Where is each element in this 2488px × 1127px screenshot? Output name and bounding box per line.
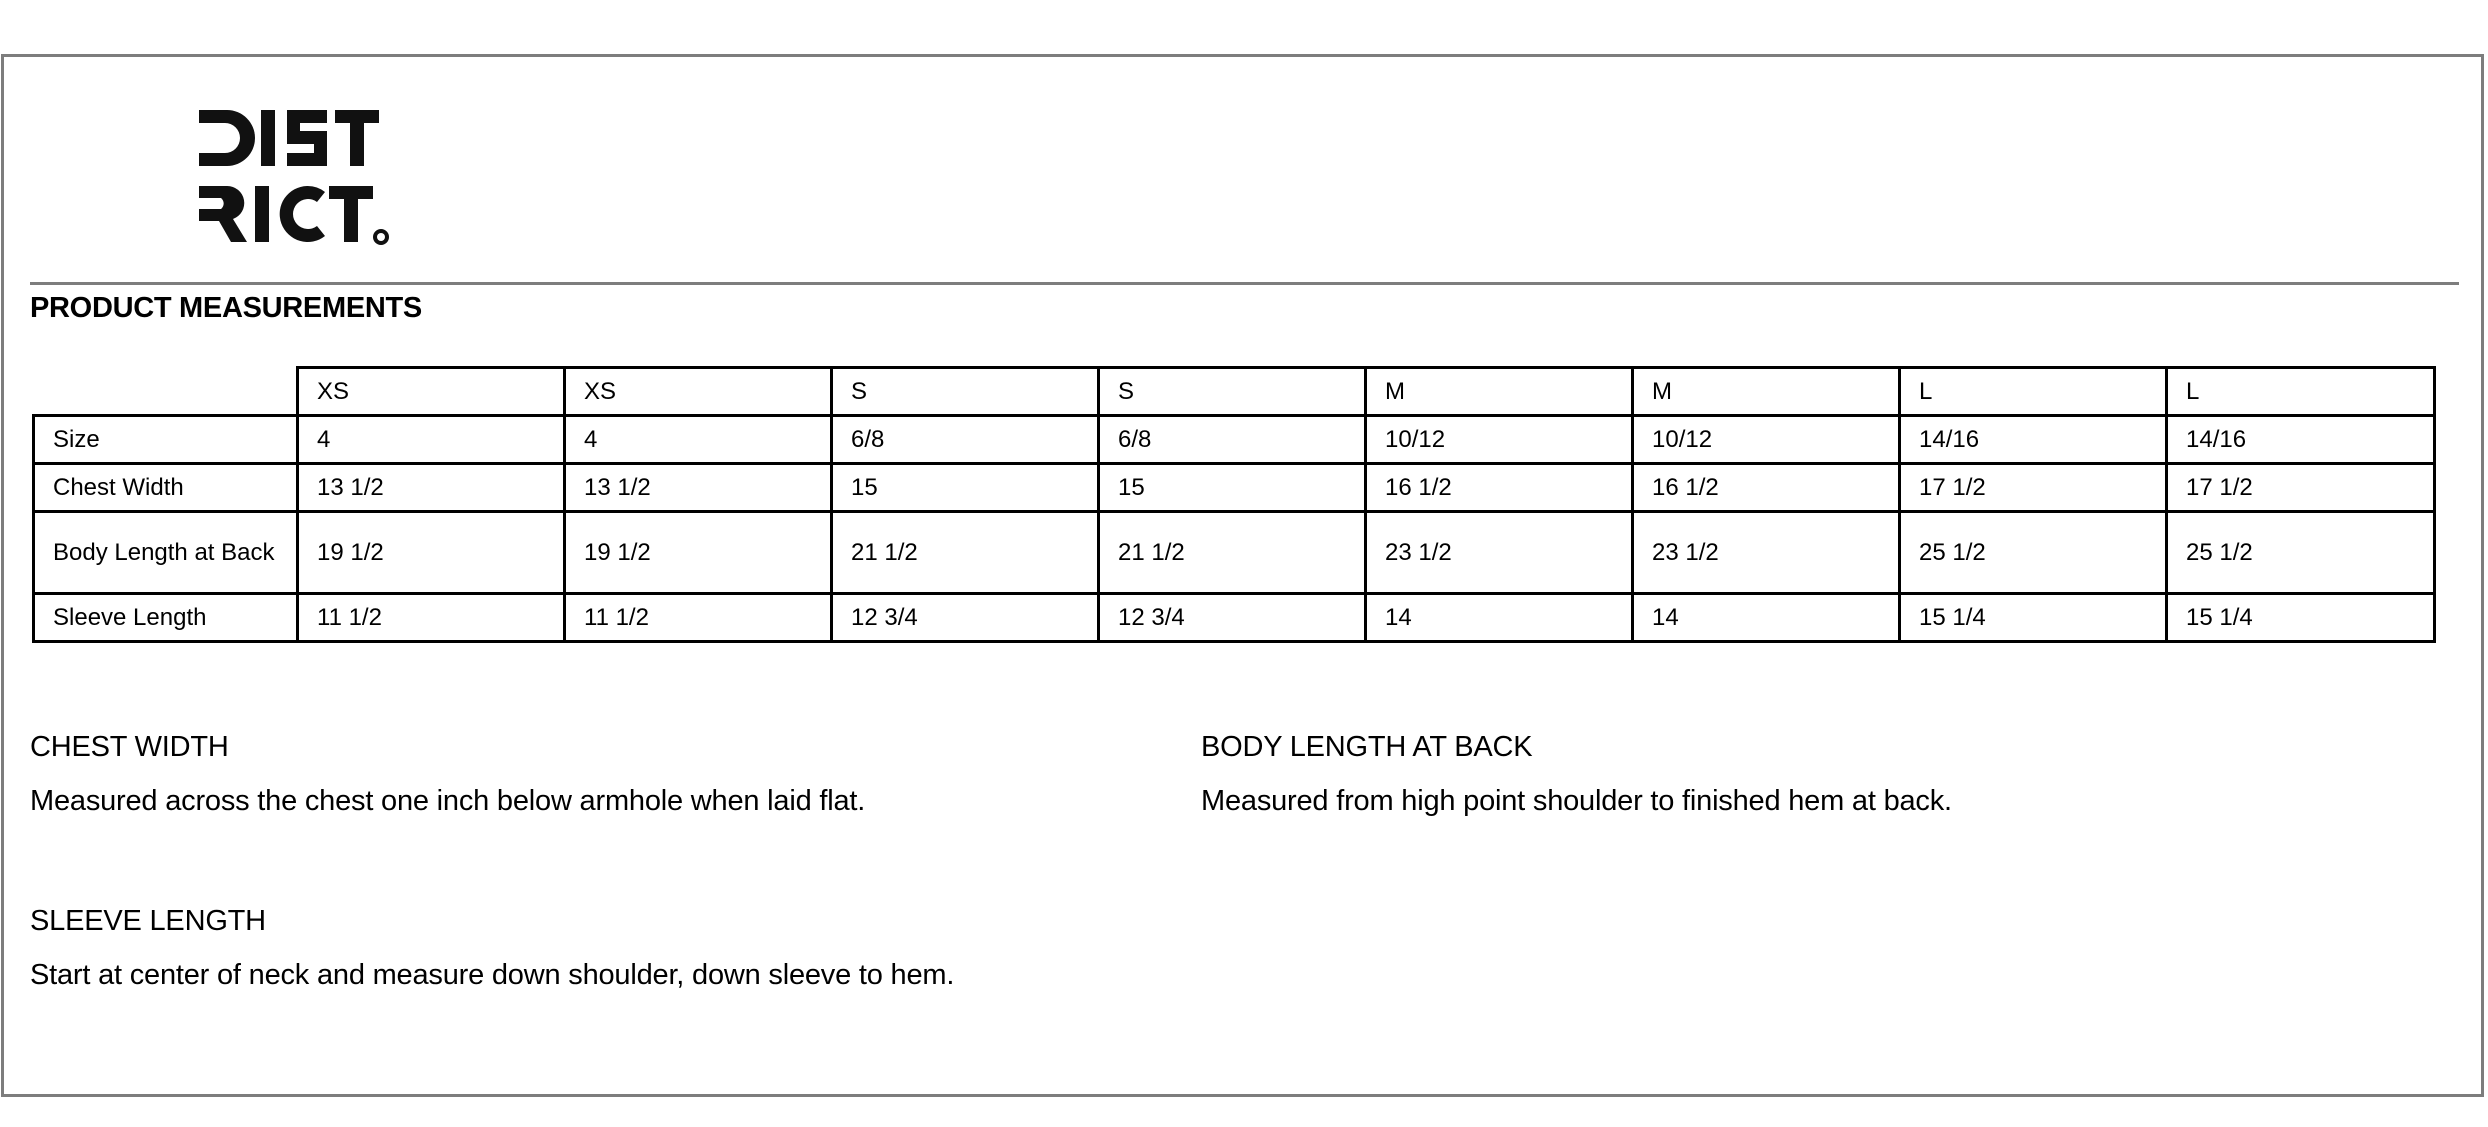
table-cell: 23 1/2 — [1366, 512, 1633, 594]
row-label: Body Length at Back — [34, 512, 298, 594]
header-size-cell: S — [832, 368, 1099, 416]
table-cell: 11 1/2 — [298, 594, 565, 642]
table-cell: 11 1/2 — [565, 594, 832, 642]
table-cell: 17 1/2 — [1900, 464, 2167, 512]
header-size-cell: XS — [565, 368, 832, 416]
table-cell: 14 — [1366, 594, 1633, 642]
table-cell: 15 1/4 — [1900, 594, 2167, 642]
body-length-description: Measured from high point shoulder to finished hem at back. — [1201, 785, 1952, 817]
table-header-row — [34, 368, 2435, 416]
sleeve-length-heading: SLEEVE LENGTH — [30, 905, 266, 937]
header-size-cell: L — [1900, 368, 2167, 416]
table-cell: 15 — [1099, 464, 1366, 512]
table-cell: 21 1/2 — [1099, 512, 1366, 594]
row-label: Sleeve Length — [34, 594, 298, 642]
sleeve-length-description: Start at center of neck and measure down shoulder, down sleeve to hem. — [30, 959, 955, 991]
table-cell: 21 1/2 — [832, 512, 1099, 594]
table-cell: 6/8 — [832, 416, 1099, 464]
chest-width-heading: CHEST WIDTH — [30, 731, 229, 763]
table-row — [34, 464, 2435, 512]
row-label: Chest Width — [34, 464, 298, 512]
header-divider — [30, 282, 2459, 285]
table-cell: 15 1/4 — [2167, 594, 2435, 642]
table-row — [34, 512, 2435, 594]
table-cell: 16 1/2 — [1366, 464, 1633, 512]
table-cell: 13 1/2 — [565, 464, 832, 512]
table-cell: 14/16 — [2167, 416, 2435, 464]
table-cell: 6/8 — [1099, 416, 1366, 464]
header-size-cell: M — [1633, 368, 1900, 416]
table-cell: 4 — [565, 416, 832, 464]
header-size-cell: S — [1099, 368, 1366, 416]
table-cell: 10/12 — [1633, 416, 1900, 464]
table-corner-cell — [34, 368, 298, 416]
table-cell: 25 1/2 — [2167, 512, 2435, 594]
table-cell: 12 3/4 — [832, 594, 1099, 642]
chest-width-description: Measured across the chest one inch below armhole when laid flat. — [30, 785, 866, 817]
table-cell: 17 1/2 — [2167, 464, 2435, 512]
district-logo — [195, 106, 415, 246]
table-cell: 19 1/2 — [298, 512, 565, 594]
table-cell: 23 1/2 — [1633, 512, 1900, 594]
table-cell: 16 1/2 — [1633, 464, 1900, 512]
table-cell: 19 1/2 — [565, 512, 832, 594]
table-cell: 13 1/2 — [298, 464, 565, 512]
table-row — [34, 594, 2435, 642]
table-cell: 15 — [832, 464, 1099, 512]
table-cell: 14/16 — [1900, 416, 2167, 464]
table-cell: 4 — [298, 416, 565, 464]
table-cell: 10/12 — [1366, 416, 1633, 464]
table-cell: 12 3/4 — [1099, 594, 1366, 642]
body-length-heading: BODY LENGTH AT BACK — [1201, 731, 1533, 763]
section-title: PRODUCT MEASUREMENTS — [30, 292, 422, 324]
measurements-table — [32, 366, 2436, 643]
table-cell: 25 1/2 — [1900, 512, 2167, 594]
header-size-cell: L — [2167, 368, 2435, 416]
header-size-cell: XS — [298, 368, 565, 416]
header-size-cell: M — [1366, 368, 1633, 416]
table-row — [34, 416, 2435, 464]
row-label: Size — [34, 416, 298, 464]
table-cell: 14 — [1633, 594, 1900, 642]
